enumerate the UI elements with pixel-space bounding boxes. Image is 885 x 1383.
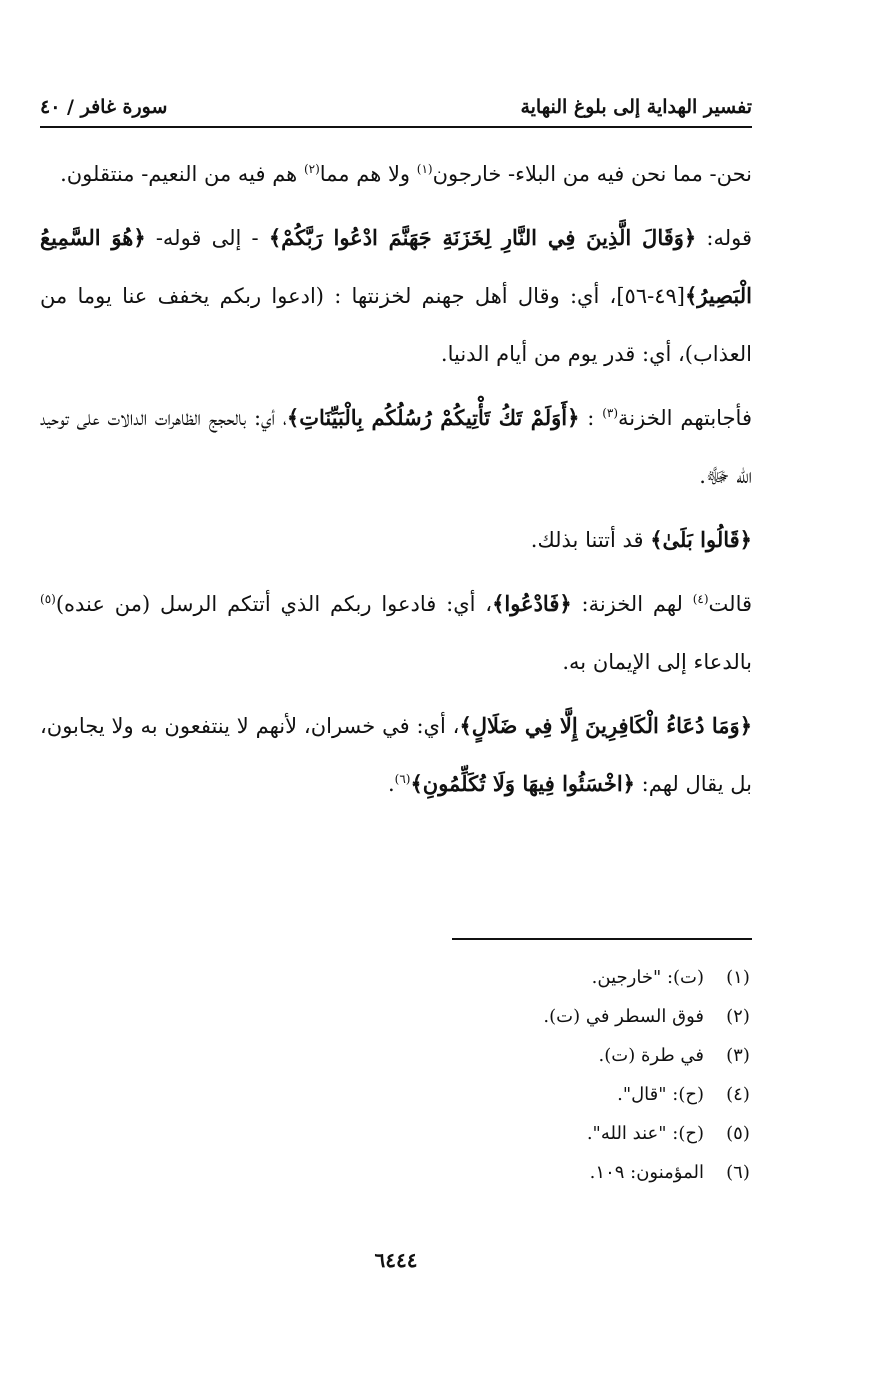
footnote-item: (١)(ت): "خارجين. — [591, 967, 750, 988]
quran-verse: ﴿أَوَلَمْ تَكُ تَأْتِيكُمْ رُسُلُكُم بِالْبَيِّنَاتِ﴾ — [286, 405, 580, 430]
footnote-divider — [452, 938, 752, 940]
paragraph-5: قالت$^{(٤)}$ لهم الخزنة: ﴿فَادْعُوا﴾، أي: فادعوا ربكم الذي أتتكم الرسل (من عنده)$^{(٥)}$ بالدعاء إلى الإيمان به. — [40, 591, 753, 674]
footnote-item: (٤)(ح): "قال". — [617, 1084, 750, 1105]
footnote-ref-4: (٤) — [692, 592, 709, 606]
quran-verse: ﴿هُوَ السَّمِيعُ الْبَصِيرُ﴾ — [40, 225, 752, 308]
footnote-ref-2: (٢) — [303, 162, 320, 176]
book-title: تفسير الهداية إلى بلوغ النهاية — [520, 96, 752, 118]
footnote-ref-1: (١) — [416, 162, 433, 176]
paragraph-4: ﴿قَالُوا بَلَىٰ﴾ قد أتتنا بذلك. — [530, 527, 752, 552]
footnote-item: (٢)فوق السطر في (ت). — [543, 1006, 750, 1027]
footnote-ref-6: (٦) — [394, 772, 411, 786]
header-divider — [40, 126, 752, 128]
quran-verse: ﴿وَقَالَ الَّذِينَ فِي النَّارِ لِخَزَنَةِ جَهَنَّمَ ادْعُوا رَبَّكُمْ﴾ — [268, 225, 697, 250]
paragraph-3: فأجابتهم الخزنة$^{(٣)}$ : ﴿أَوَلَمْ تَكُ تَأْتِيكُمْ رُسُلُكُم بِالْبَيِّنَاتِ﴾، أي: بالحجج الظاهرات الدالات على توحيد الله ﷻ. — [40, 405, 752, 488]
footnotes — [40, 958, 758, 1192]
main-text — [40, 145, 752, 819]
surah-label: سورة غافر / ٤٠ — [40, 96, 168, 118]
footnote-ref-3: (٣) — [602, 406, 619, 420]
footnote-item: (٣)في طرة (ت). — [598, 1045, 750, 1066]
paragraph-2: قوله: ﴿وَقَالَ الَّذِينَ فِي النَّارِ لِخَزَنَةِ جَهَنَّمَ ادْعُوا رَبَّكُمْ﴾ - إلى قوله- ﴿هُوَ السَّمِيعُ الْبَصِيرُ﴾[٤٩-٥٦]، أي: وقال أهل جهنم لخزنتها : (ادعوا ربكم يخفف عنا يوما من العذاب)، أي: قدر يوم من أيام الدنيا. — [40, 225, 752, 366]
quran-verse: ﴿اخْسَئُوا فِيهَا وَلَا تُكَلِّمُونِ﴾ — [410, 771, 635, 796]
footnote-item: (٥)(ح): "عند الله". — [586, 1123, 750, 1144]
paragraph-1: نحن- مما نحن فيه من البلاء- خارجون$^{(١)}$ ولا هم مما$^{(٢)}$ هم فيه من النعيم- منتقلون. — [60, 162, 752, 186]
quran-verse: ﴿فَادْعُوا﴾ — [492, 591, 572, 616]
page-header — [40, 88, 752, 118]
footnote-item: (٦)المؤمنون: ١٠٩. — [589, 1162, 750, 1183]
paragraph-6: ﴿وَمَا دُعَاءُ الْكَافِرِينَ إِلَّا فِي ضَلَالٍ﴾، أي: في خسران، لأنهم لا ينتفعون به ولا يجابون، بل يقال لهم: ﴿اخْسَئُوا فِيهَا وَلَا تُكَلِّمُونِ﴾$^{(٦)}$. — [40, 713, 753, 796]
quran-verse: ﴿وَمَا دُعَاءُ الْكَافِرِينَ إِلَّا فِي ضَلَالٍ﴾ — [459, 713, 753, 738]
quran-verse: ﴿قَالُوا بَلَىٰ﴾ — [650, 527, 752, 552]
footnote-ref-5: (٥) — [40, 592, 56, 606]
page-number: ٦٤٤٤ — [374, 1248, 418, 1272]
